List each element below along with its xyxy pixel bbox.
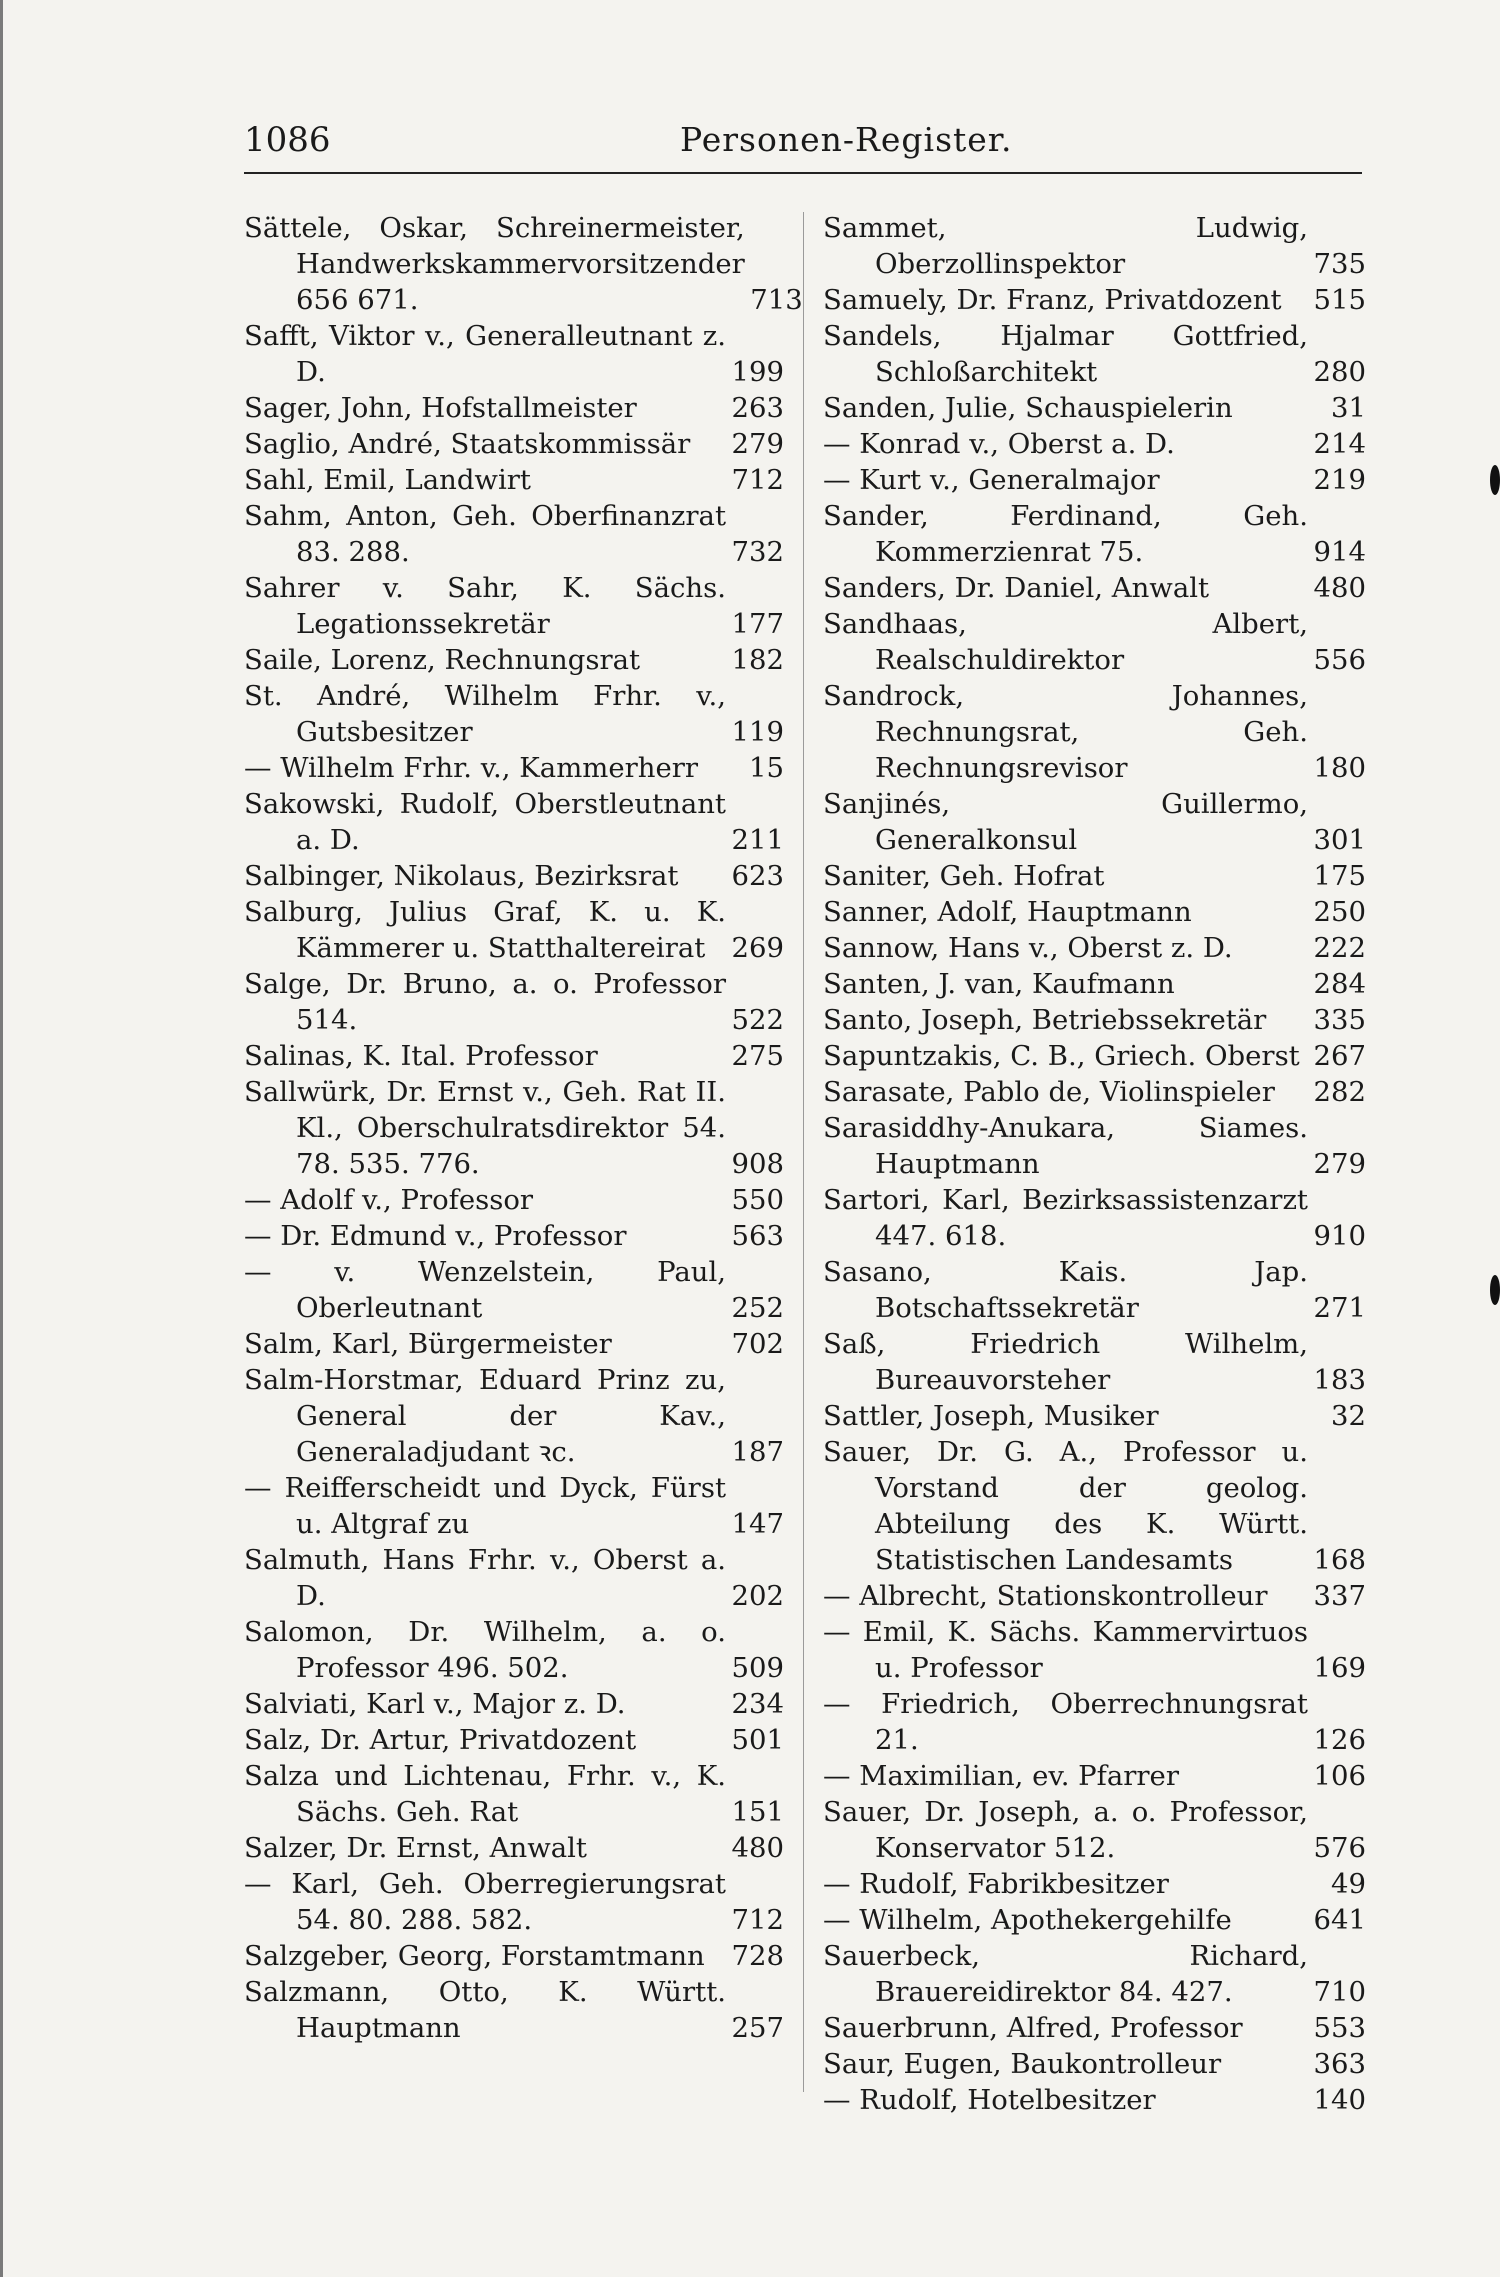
running-title: Personen-Register.: [680, 120, 1013, 159]
entry-page-ref: 267: [1313, 1040, 1366, 1072]
entry-page-ref: 556: [1313, 644, 1366, 676]
entry-page-ref: 49: [1331, 1868, 1366, 1900]
entry-page-ref: 169: [1313, 1652, 1366, 1684]
entry-page-ref: 187: [731, 1436, 784, 1468]
entry-name: Salbinger, Nikolaus, Bezirksrat: [244, 860, 679, 892]
entry-name: Sannow, Hans v., Oberst z. D.: [823, 932, 1233, 964]
entry-name: Sandrock, Johannes, Rechnungsrat, Geh. Rechnungsrevisor: [823, 680, 1308, 784]
entry-page-ref: 119: [731, 716, 784, 748]
entry-page-ref: 202: [731, 1580, 784, 1612]
index-entry: [244, 390, 784, 426]
index-entry: [244, 1866, 784, 1938]
entry-page-ref: 234: [731, 1688, 784, 1720]
index-entry: [823, 1794, 1366, 1866]
index-entry: [244, 1326, 784, 1362]
index-entry: [823, 2010, 1366, 2046]
index-entry: [823, 282, 1366, 318]
entry-page-ref: 509: [731, 1652, 784, 1684]
entry-name: Samuely, Dr. Franz, Privatdozent: [823, 284, 1282, 316]
index-entry: [823, 318, 1366, 390]
entry-name: Sager, John, Hofstallmeister: [244, 392, 637, 424]
entry-page-ref: 279: [731, 428, 784, 460]
index-entry: [823, 858, 1366, 894]
entry-name: Sarasate, Pablo de, Violinspieler: [823, 1076, 1275, 1108]
left-column: [244, 210, 803, 2046]
entry-page-ref: 702: [731, 1328, 784, 1360]
entry-page-ref: 271: [1313, 1292, 1366, 1324]
index-entry: [244, 426, 784, 462]
index-entry: [823, 570, 1366, 606]
entry-name: Sauerbrunn, Alfred, Professor: [823, 2012, 1243, 2044]
entry-page-ref: 337: [1313, 1580, 1366, 1612]
entry-name: Salzer, Dr. Ernst, Anwalt: [244, 1832, 587, 1864]
entry-name: Santen, J. van, Kaufmann: [823, 968, 1175, 1000]
page-edge: [0, 0, 3, 2277]
entry-name: Sahl, Emil, Landwirt: [244, 464, 531, 496]
index-entry: [244, 642, 784, 678]
entry-name: Sanden, Julie, Schauspielerin: [823, 392, 1233, 424]
entry-name: Sahm, Anton, Geh. Oberfinanzrat 83. 288.: [244, 500, 726, 568]
entry-page-ref: 182: [731, 644, 784, 676]
entry-name: Sauerbeck, Richard, Brauereidirektor 84. 427.: [823, 1940, 1308, 2008]
entry-name: Sauer, Dr. Joseph, a. o. Professor, Konservator 512.: [823, 1796, 1308, 1864]
entry-page-ref: 257: [731, 2012, 784, 2044]
index-entry: [244, 462, 784, 498]
index-entry: [823, 1182, 1366, 1254]
entry-name: Sanner, Adolf, Hauptmann: [823, 896, 1192, 928]
entry-page-ref: 250: [1313, 896, 1366, 928]
entry-name: — Rudolf, Fabrikbesitzer: [823, 1868, 1169, 1900]
index-entry: [823, 426, 1366, 462]
column-divider: [803, 212, 804, 2092]
index-entry: [244, 1542, 784, 1614]
entry-name: — Adolf v., Professor: [244, 1184, 534, 1216]
entry-name: — Maximilian, ev. Pfarrer: [823, 1760, 1179, 1792]
entry-name: Salmuth, Hans Frhr. v., Oberst a. D.: [244, 1544, 726, 1612]
entry-page-ref: 199: [731, 356, 784, 388]
index-entry: [823, 1758, 1366, 1794]
index-entry: [823, 1866, 1366, 1902]
entry-page-ref: 180: [1313, 752, 1366, 784]
entry-page-ref: 480: [1313, 572, 1366, 604]
entry-page-ref: 222: [1313, 932, 1366, 964]
entry-name: Sarasiddhy-Anukara, Siames. Hauptmann: [823, 1112, 1308, 1180]
entry-page-ref: 732: [731, 536, 784, 568]
index-entry: [823, 1938, 1366, 2010]
entry-name: Salburg, Julius Graf, K. u. K. Kämmerer u. Statthaltereirat: [244, 896, 726, 964]
index-entry: [244, 1974, 784, 2046]
index-entry: [823, 1398, 1366, 1434]
entry-name: Salz, Dr. Artur, Privatdozent: [244, 1724, 637, 1756]
entry-name: — Friedrich, Oberrechnungsrat 21.: [823, 1688, 1308, 1756]
entry-page-ref: 910: [1313, 1220, 1366, 1252]
entry-name: Sauer, Dr. G. A., Professor u. Vorstand der geolog. Abteilung des K. Württ. Statistischen Landesamts: [823, 1436, 1308, 1576]
index-entry: [823, 390, 1366, 426]
entry-page-ref: 713: [750, 284, 803, 316]
index-entry: [823, 1254, 1366, 1326]
index-entry: [244, 1938, 784, 1974]
entry-page-ref: 31: [1331, 392, 1366, 424]
index-entry: [244, 1038, 784, 1074]
index-entry: [244, 750, 784, 786]
index-entry: [823, 1074, 1366, 1110]
entry-page-ref: 279: [1313, 1148, 1366, 1180]
entry-page-ref: 712: [731, 464, 784, 496]
entry-page-ref: 728: [731, 1940, 784, 1972]
index-entry: [823, 786, 1366, 858]
entry-name: — Dr. Edmund v., Professor: [244, 1220, 627, 1252]
index-entry: [244, 1722, 784, 1758]
entry-name: — v. Wenzelstein, Paul, Oberleutnant: [244, 1256, 726, 1324]
header-rule: [244, 172, 1362, 174]
entry-name: Salomon, Dr. Wilhelm, a. o. Professor 496. 502.: [244, 1616, 726, 1684]
margin-mark: [1490, 1275, 1500, 1305]
index-entry: [823, 606, 1366, 678]
index-entry: [244, 1362, 784, 1470]
index-entry: [244, 1074, 784, 1182]
entry-page-ref: 183: [1313, 1364, 1366, 1396]
entry-page-ref: 480: [731, 1832, 784, 1864]
index-entry: [823, 1686, 1366, 1758]
entry-page-ref: 735: [1313, 248, 1366, 280]
entry-page-ref: 563: [731, 1220, 784, 1252]
entry-name: St. André, Wilhelm Frhr. v., Gutsbesitzer: [244, 680, 726, 748]
index-entry: [823, 1002, 1366, 1038]
entry-name: Salinas, K. Ital. Professor: [244, 1040, 598, 1072]
index-entry: [244, 858, 784, 894]
entry-name: Santo, Joseph, Betriebssekretär: [823, 1004, 1267, 1036]
entry-name: Saur, Eugen, Baukontrolleur: [823, 2048, 1222, 2080]
index-entry: [823, 678, 1366, 786]
index-entry: [244, 498, 784, 570]
entry-page-ref: 301: [1313, 824, 1366, 856]
entry-name: Sattler, Joseph, Musiker: [823, 1400, 1159, 1432]
page-number: 1086: [244, 120, 331, 160]
entry-name: Sander, Ferdinand, Geh. Kommerzienrat 75.: [823, 500, 1308, 568]
entry-name: — Karl, Geh. Oberregierungsrat 54. 80. 288. 582.: [244, 1868, 726, 1936]
margin-mark: [1490, 465, 1500, 495]
index-entry: [823, 210, 1366, 282]
entry-name: Salzmann, Otto, K. Württ. Hauptmann: [244, 1976, 726, 2044]
index-entry: [823, 1038, 1366, 1074]
entry-name: Sandhaas, Albert, Realschuldirektor: [823, 608, 1308, 676]
index-entry: [244, 1218, 784, 1254]
entry-name: Saniter, Geh. Hofrat: [823, 860, 1105, 892]
index-entry: [823, 966, 1366, 1002]
entry-name: — Albrecht, Stationskontrolleur: [823, 1580, 1268, 1612]
entry-page-ref: 175: [1313, 860, 1366, 892]
entry-name: Salge, Dr. Bruno, a. o. Professor 514.: [244, 968, 726, 1036]
index-entry: [244, 1830, 784, 1866]
entry-page-ref: 501: [731, 1724, 784, 1756]
entry-page-ref: 710: [1313, 1976, 1366, 2008]
index-entry: [823, 498, 1366, 570]
entry-name: Salm, Karl, Bürgermeister: [244, 1328, 612, 1360]
index-entry: [823, 1614, 1366, 1686]
entry-page-ref: 641: [1313, 1904, 1366, 1936]
entry-name: — Kurt v., Generalmajor: [823, 464, 1160, 496]
entry-page-ref: 15: [749, 752, 784, 784]
entry-name: Sättele, Oskar, Schreinermeister, Handwerkskammervorsitzender 656 671.: [244, 212, 745, 316]
entry-page-ref: 515: [1313, 284, 1366, 316]
entry-page-ref: 151: [731, 1796, 784, 1828]
entry-page-ref: 335: [1313, 1004, 1366, 1036]
index-entry: [823, 1578, 1366, 1614]
right-column: [823, 210, 1366, 2118]
entry-page-ref: 126: [1313, 1724, 1366, 1756]
entry-name: Sammet, Ludwig, Oberzollinspektor: [823, 212, 1308, 280]
index-entry: [244, 210, 803, 318]
entry-name: — Rudolf, Hotelbesitzer: [823, 2084, 1156, 2116]
entry-name: — Konrad v., Oberst a. D.: [823, 428, 1175, 460]
entry-name: Salm-Horstmar, Eduard Prinz zu, General der Kav., Generaladjudant ꝛc.: [244, 1364, 726, 1468]
entry-name: Sandels, Hjalmar Gottfried, Schloßarchitekt: [823, 320, 1308, 388]
entry-page-ref: 106: [1313, 1760, 1366, 1792]
index-entry: [244, 1686, 784, 1722]
entry-name: Sasano, Kais. Jap. Botschaftssekretär: [823, 1256, 1308, 1324]
entry-name: Sanjinés, Guillermo, Generalkonsul: [823, 788, 1308, 856]
entry-page-ref: 214: [1313, 428, 1366, 460]
index-entry: [244, 786, 784, 858]
entry-page-ref: 269: [731, 932, 784, 964]
entry-page-ref: 147: [731, 1508, 784, 1540]
index-entry: [244, 1254, 784, 1326]
entry-page-ref: 712: [731, 1904, 784, 1936]
index-entry: [244, 318, 784, 390]
entry-name: Safft, Viktor v., Generalleutnant z. D.: [244, 320, 726, 388]
entry-name: Sallwürk, Dr. Ernst v., Geh. Rat II. Kl., Oberschulratsdirektor 54. 78. 535. 776.: [244, 1076, 726, 1180]
entry-page-ref: 522: [731, 1004, 784, 1036]
index-entry: [823, 462, 1366, 498]
entry-page-ref: 275: [731, 1040, 784, 1072]
entry-page-ref: 284: [1313, 968, 1366, 1000]
entry-name: Sapuntzakis, C. B., Griech. Oberst: [823, 1040, 1300, 1072]
entry-page-ref: 280: [1313, 356, 1366, 388]
entry-name: — Wilhelm Frhr. v., Kammerherr: [244, 752, 699, 784]
entry-name: Salviati, Karl v., Major z. D.: [244, 1688, 626, 1720]
index-entry: [244, 1470, 784, 1542]
entry-page-ref: 553: [1313, 2012, 1366, 2044]
entry-name: Salzgeber, Georg, Forstamtmann: [244, 1940, 705, 1972]
entry-name: Sanders, Dr. Daniel, Anwalt: [823, 572, 1210, 604]
entry-name: Saß, Friedrich Wilhelm, Bureauvorsteher: [823, 1328, 1308, 1396]
index-entry: [244, 1758, 784, 1830]
index-entry: [244, 1614, 784, 1686]
entry-page-ref: 576: [1313, 1832, 1366, 1864]
index-entry: [244, 966, 784, 1038]
entry-page-ref: 177: [731, 608, 784, 640]
entry-page-ref: 363: [1313, 2048, 1366, 2080]
index-entry: [823, 894, 1366, 930]
index-entry: [823, 2046, 1366, 2082]
entry-page-ref: 32: [1331, 1400, 1366, 1432]
index-entry: [823, 1110, 1366, 1182]
entry-name: — Reifferscheidt und Dyck, Fürst u. Altgraf zu: [244, 1472, 726, 1540]
entry-page-ref: 550: [731, 1184, 784, 1216]
index-entry: [823, 2082, 1366, 2118]
entry-name: Salza und Lichtenau, Frhr. v., K. Sächs. Geh. Rat: [244, 1760, 726, 1828]
entry-name: Sakowski, Rudolf, Oberstleutnant a. D.: [244, 788, 726, 856]
entry-page-ref: 219: [1313, 464, 1366, 496]
entry-page-ref: 211: [731, 824, 784, 856]
index-entry: [823, 1902, 1366, 1938]
index-entry: [823, 1326, 1366, 1398]
index-entry: [244, 894, 784, 966]
index-entry: [823, 930, 1366, 966]
entry-name: — Wilhelm, Apothekergehilfe: [823, 1904, 1232, 1936]
entry-name: Sahrer v. Sahr, K. Sächs. Legationssekretär: [244, 572, 726, 640]
entry-page-ref: 914: [1313, 536, 1366, 568]
entry-page-ref: 263: [731, 392, 784, 424]
entry-name: Sartori, Karl, Bezirksassistenzarzt 447. 618.: [823, 1184, 1308, 1252]
index-entry: [244, 1182, 784, 1218]
entry-name: Saile, Lorenz, Rechnungsrat: [244, 644, 641, 676]
entry-page-ref: 252: [731, 1292, 784, 1324]
entry-name: — Emil, K. Sächs. Kammervirtuos u. Professor: [823, 1616, 1308, 1684]
entry-page-ref: 168: [1313, 1544, 1366, 1576]
index-entry: [244, 678, 784, 750]
entry-page-ref: 140: [1313, 2084, 1366, 2116]
entry-page-ref: 908: [731, 1148, 784, 1180]
index-entry: [823, 1434, 1366, 1578]
entry-page-ref: 623: [731, 860, 784, 892]
entry-page-ref: 282: [1313, 1076, 1366, 1108]
index-entry: [244, 570, 784, 642]
entry-name: Saglio, André, Staatskommissär: [244, 428, 691, 460]
